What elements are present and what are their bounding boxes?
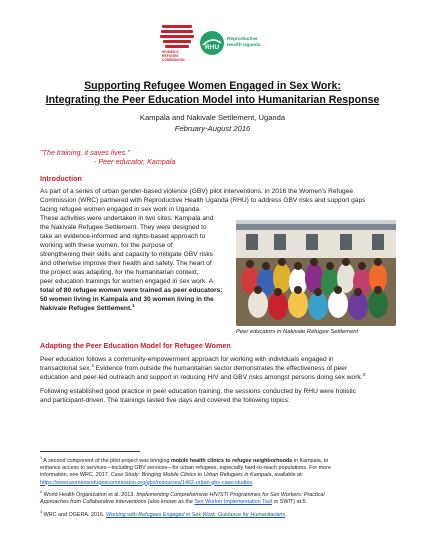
document-location: Kampala and Nakivale Settlement, Uganda [139, 113, 286, 122]
document-title-line2: Integrating the Peer Education Model into Humanitarian Response [45, 94, 380, 106]
adapting-paragraph-2 [40, 387, 390, 405]
footnote-number: 1 [40, 456, 43, 461]
footnote-2-link[interactable]: Sex Worker Implementation Tool [194, 499, 273, 506]
adapting-line: Peer education follows a community-empowerment approach for working with individuals engaged in [40, 356, 334, 363]
intro-paragraph-full [40, 187, 390, 214]
footnote-1: $^1$ A second component of the pilot project was bringing mobile health clinics to refugee neighborhoods in Kampala, to enhance access to services—including GBV services—for urban refugees, especially hard-to-reach populations. For more information, see WRC. 2017. Case Study: Bringing Mobile Clinics to Urban Refugees in Kampala, available at: https://www.womensrefugeecommission.org/gbv/resources/1462-urban-gbv-case-studies. [40, 456, 331, 486]
rhu-text-line2: Health Uganda [227, 42, 261, 48]
adapting-paragraph-1 [40, 355, 390, 382]
intro-line-bold: total of 80 refugee women were trained as peer educators: [40, 287, 223, 294]
footnote-ref[interactable]: 1 [131, 302, 135, 308]
intro-line-bold: Nakivale Refugee Settlement.$^1$ [40, 302, 135, 312]
adapting-line: Following established good practice in peer education training, the sessions conducted by RHU were holistic [40, 388, 356, 395]
intro-line: the Nakivale Refugee Settlement. They were designed to [40, 224, 207, 231]
intro-line: As part of a series of urban gender-based violence (GBV) pilot interventions, in 2016 the Women's Refugee [40, 188, 354, 195]
footnote-2: $^2$ World Health Organization et al. 2013. Implementing Comprehensive HIV/STI Programmes for Sex Workers: Practical Approaches from Collaborative Interventions (also known as the Sex Worker Implementation Tool or SWIT) at 5. [40, 490, 325, 506]
footnote-ref[interactable]: 2 [91, 362, 94, 368]
document-title-line1: Supporting Refugee Women Engaged in Sex Work: [84, 80, 341, 92]
document-dates: February-August 2016 [174, 124, 251, 133]
footnote-divider [40, 451, 140, 452]
intro-line: working with these women, for the purpose of [40, 242, 173, 249]
intro-line-bold: 50 women living in Kampala and 30 women living in the [40, 296, 214, 303]
footnote-ref[interactable]: 3 [362, 371, 366, 377]
footnote-3-link[interactable]: Working with Refugees Engaged in Sex Work: Guidance for Humanitarians [105, 512, 286, 518]
intro-line: and otherwise improve their health and safety. The heart of [40, 260, 212, 267]
footnote-1-link[interactable]: https://www.womensrefugeecommission.org/gbv/resources/1462-urban-gbv-case-studies [40, 479, 253, 486]
section-heading-introduction: Introduction [40, 174, 82, 183]
wrc-logo [160, 25, 194, 67]
peer-educators-photo [236, 220, 396, 326]
wrc-logo-mark [160, 25, 194, 49]
rhu-badge-text: RHU [204, 44, 220, 51]
section-heading-adapting: Adapting the Peer Education Model for Refugee Women [40, 341, 231, 350]
intro-line: These activities were undertaken in two sites: Kampala and [40, 215, 214, 222]
rhu-logo [199, 30, 269, 58]
adapting-line: education and peer-led outreach and support in reducing HIV and GBV risks amongst persons doing sex work.$^3$ [40, 371, 366, 381]
intro-paragraph-narrow [40, 214, 232, 313]
intro-line: take an evidence-informed and rights-based approach to [40, 233, 206, 240]
intro-line: facing refugee women engaged in sex work in Uganda. [40, 206, 201, 213]
rhu-logo-text [227, 37, 261, 48]
rhu-text-line1: Reproductive [227, 37, 258, 42]
footnote-number: 3 [40, 510, 43, 515]
pull-quote: "The training, it saves lives." [40, 148, 130, 157]
footnote-3: $^3$ WRC and OGERA. 2016. Working with Refugees Engaged in Sex Work: Guidance for Humanitarians. [40, 510, 287, 518]
pull-quote-attribution: - Peer educator, Kampala [94, 157, 176, 166]
intro-line: Commission (WRC) partnered with Reproductive Health Uganda (RHU) to address GBV risks and support gaps [40, 197, 366, 204]
rhu-logo-mark [199, 30, 225, 56]
intro-line: peer education trainings for women engaged in sex work. A [40, 278, 214, 285]
adapting-line: and participant-driven. The trainings lasted five days and covered the following topics: [40, 397, 290, 404]
adapting-line: transactional sex.$^2$ Evidence from outside the humanitarian sector demonstrates the effectiveness of peer [40, 362, 348, 372]
footnote-number: 2 [40, 490, 43, 495]
intro-line: strengthening their skills and capacity to mitigate GBV risks [40, 251, 213, 258]
intro-line: the project was adapting, for the humanitarian context, [40, 269, 199, 276]
photo-caption: Peer educators in Nakivale Refugee Settlement [236, 329, 359, 335]
wrc-logo-text: WOMEN'S REFUGEE COMMISSION [162, 50, 185, 62]
